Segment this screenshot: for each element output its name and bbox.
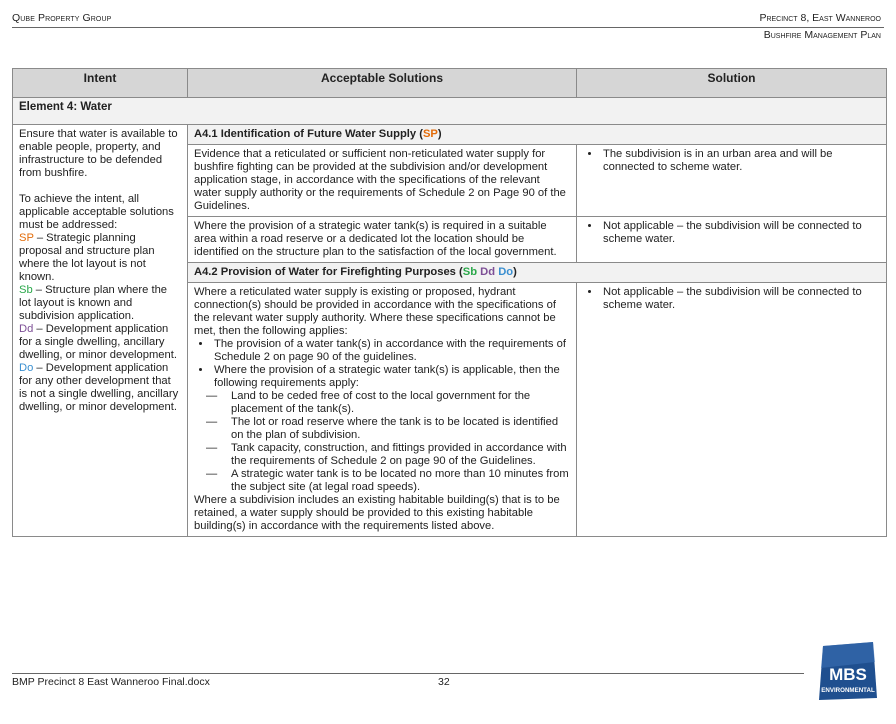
a42-dash-item: — Tank capacity, construction, and fittings provided in accordance with the requirements of Schedule 2 on page 90 of the Guidelines. [206,442,567,467]
a42-intro: Where a reticulated water supply is existing or proposed, hydrant connection(s) should be provided in accordance with the specifications of the relevant water supply authority. Where these specifications cannot be met, then the following applies: [194,286,556,337]
a42-text [188,283,577,537]
intent-cell [13,125,188,537]
page-number: 32 [438,676,450,688]
a42-outro: Where a subdivision includes an existing habitable building(s) that is to be retained, a water supply should be provided to this existing habitable building(s) in accordance with the requirements listed above. [194,494,560,532]
a41-row-1-solution: • The subdivision is in an urban area and will be connected to scheme water. [577,145,887,217]
intent-def-sp: SP – Strategic planning proposal and structure plan where the lot layout is not known. [19,232,155,283]
code-sp: SP [19,232,34,244]
svg-text:ENVIRONMENTAL: ENVIRONMENTAL [821,687,875,694]
element-row [13,98,887,125]
a42-code-do: Do [498,266,514,278]
footer-divider [12,673,804,674]
a41-code-sp: SP [422,128,438,140]
footer-filename: BMP Precinct 8 East Wanneroo Final.docx [12,676,210,688]
a42-bullet-list [194,338,570,390]
element-title: Element 4: Water [13,98,887,125]
column-header-intent: Intent [13,69,188,98]
header-divider [12,27,884,28]
a42-dash-item: — Land to be ceded free of cost to the local government for the placement of the tank(s). [206,390,531,415]
code-do: Do [19,362,34,374]
header-project: Precinct 8, East Wanneroo [759,12,881,24]
column-header-solution: Solution [577,69,887,98]
a41-heading-row [13,125,887,145]
intent-def-sb: Sb – Structure plan where the lot layout is known and subdivision application. [19,284,168,322]
a42-heading: A4.2 Provision of Water for Firefighting Purposes (Sb Dd Do) [188,263,887,283]
a42-code-sb: Sb [462,266,478,278]
intent-paragraph-1: Ensure that water is available to enable people, property, and infrastructure to be defended from bushfire. [19,128,178,179]
code-dd: Dd [19,323,34,335]
a42-solution: • Not applicable – the subdivision will be connected to scheme water. [577,283,887,537]
intent-def-do: Do – Development application for any other development that is not a single dwelling, ancillary dwelling, or minor development. [19,362,179,413]
code-sb: Sb [19,284,33,296]
a41-row-1-text: Evidence that a reticulated or sufficient non-reticulated water supply for bushfire fighting can be provided at the subdivision and/or development application stage, in accordance with the specifications of the relevant water supply authority or the requirements of Schedule 2 on Page 90 of the Guidelines. [188,145,577,217]
a41-row-2-text: Where the provision of a strategic water tank(s) is required in a suitable area within a road reserve or a dedicated lot the location should be identified on the structure plan to the satisfaction of the local government. [188,217,577,263]
header-company: Qube Property Group [12,12,112,24]
a41-heading: A4.1 Identification of Future Water Supply (SP) [188,125,887,145]
a42-bullet: • Where the provision of a strategic water tank(s) is applicable, then the following requirements apply: [212,364,570,390]
mbs-environmental-logo [815,640,881,702]
intent-def-dd: Dd – Development application for a single dwelling, ancillary dwelling, or minor development. [19,323,177,361]
table-header-row [13,69,887,98]
a42-code-dd: Dd [480,266,496,278]
a41-row-2-solution: • Not applicable – the subdivision will be connected to scheme water. [577,217,887,263]
column-header-acceptable-solutions: Acceptable Solutions [188,69,577,98]
requirements-table [12,68,887,537]
intent-paragraph-2: To achieve the intent, all applicable acceptable solutions must be addressed: [19,193,174,231]
a42-bullet: • The provision of a water tank(s) in accordance with the requirements of Schedule 2 on page 90 of the guidelines. [212,338,570,364]
a42-dash-item: — The lot or road reserve where the tank is to be located is identified on the plan of subdivision. [206,416,559,441]
svg-text:MBS: MBS [829,665,867,684]
a42-dash-item: — A strategic water tank is to be located no more than 10 minutes from the subject site (at legal road speeds). [206,468,569,493]
header-document: Bushfire Management Plan [763,29,881,41]
